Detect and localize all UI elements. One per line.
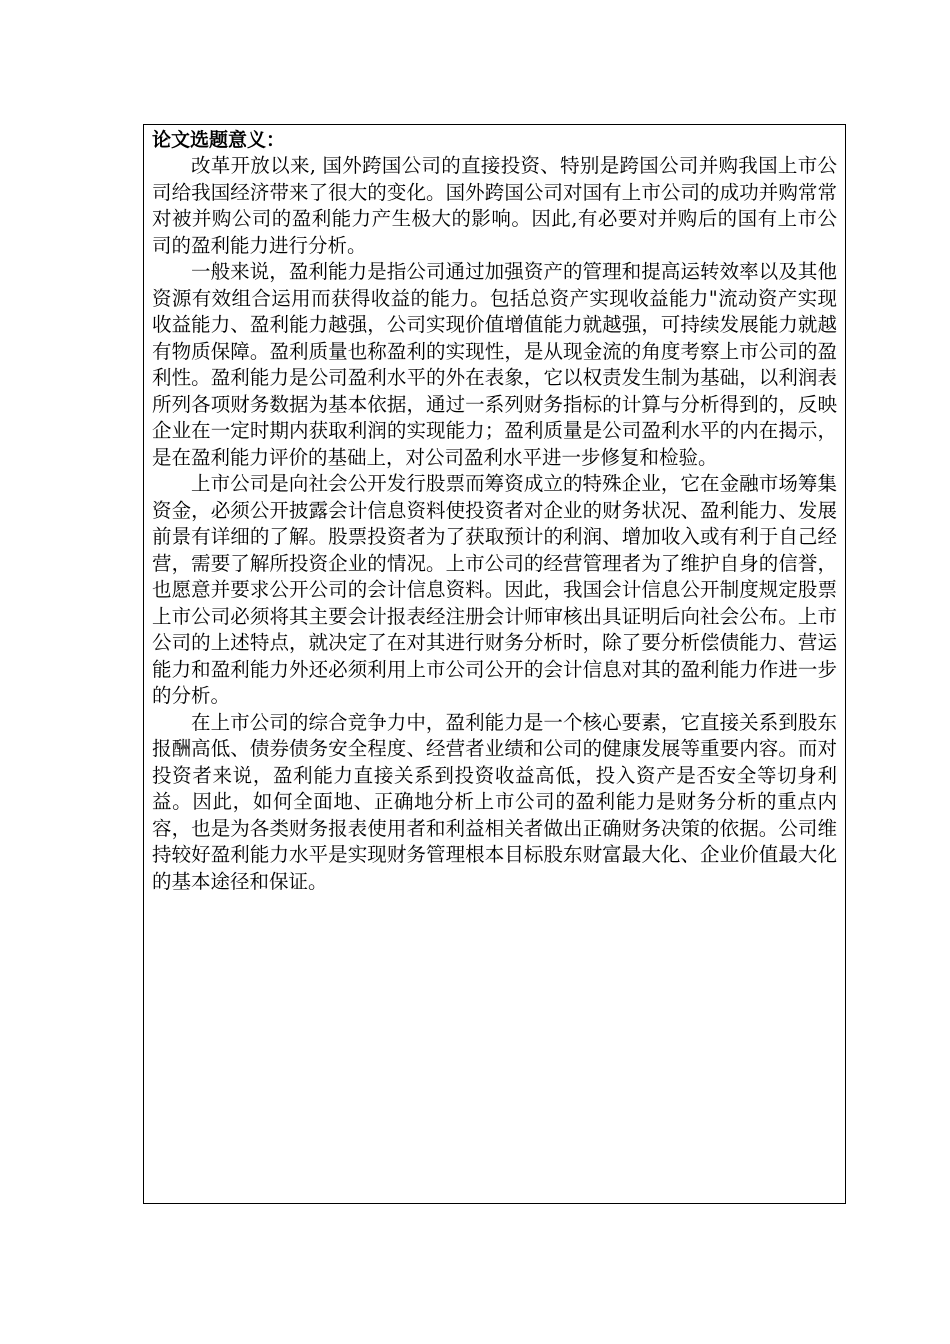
paragraph-4: 在上市公司的综合竞争力中，盈利能力是一个核心要素，它直接关系到股东报酬高低、债券债务安全程度、经营者业绩和公司的健康发展等重要内容。而对投资者来说，盈利能力直接关系到投资收益高低，投入资产是否安全等切身利益。因此，如何全面地、正确地分析上市公司的盈利能力是财务分析的重点内容，也是为各类财务报表使用者和利益相关者做出正确财务决策的依据。公司维持较好盈利能力水平是实现财务管理根本目标股东财富最大化、企业价值最大化的基本途径和保证。	[152, 710, 837, 893]
paragraph-1: 改革开放以来, 国外跨国公司的直接投资、特别是跨国公司并购我国上市公司给我国经济带来了很大的变化。国外跨国公司对国有上市公司的成功并购常常对被并购公司的盈利能力产生极大的影响。因此,有必要对并购后的国有上市公司的盈利能力进行分析。	[152, 154, 837, 257]
document-table-cell	[143, 124, 846, 1204]
section-title: 论文选题意义：	[152, 129, 286, 151]
paragraph-2: 一般来说，盈利能力是指公司通过加强资产的管理和提高运转效率以及其他资源有效组合运用而获得收益的能力。包括总资产实现收益能力"流动资产实现收益能力、盈利能力越强，公司实现价值增值能力就越强，可持续发展能力就越有物质保障。盈利质量也称盈利的实现性，是从现金流的角度考察上市公司的盈利性。盈利能力是公司盈利水平的外在表象，它以权责发生制为基础，以利润表所列各项财务数据为基本依据，通过一系列财务指标的计算与分析得到的，反映企业在一定时期内获取利润的实现能力；盈利质量是公司盈利水平的内在揭示，是在盈利能力评价的基础上，对公司盈利水平进一步修复和检验。	[152, 260, 837, 469]
paragraph-3: 上市公司是向社会公开发行股票而筹资成立的特殊企业，它在金融市场筹集资金，必须公开披露会计信息资料使投资者对企业的财务状况、盈利能力、发展前景有详细的了解。股票投资者为了获取预计的利润、增加收入或有利于自己经营，需要了解所投资企业的情况。上市公司的经营管理者为了维护自身的信誉，也愿意并要求公开公司的会计信息资料。因此，我国会计信息公开制度规定股票上市公司必须将其主要会计报表经注册会计师审核出具证明后向社会公布。上市公司的上述特点，就决定了在对其进行财务分析时，除了要分析偿债能力、营运能力和盈利能力外还必须利用上市公司公开的会计信息对其的盈利能力作进一步的分析。	[152, 472, 837, 707]
